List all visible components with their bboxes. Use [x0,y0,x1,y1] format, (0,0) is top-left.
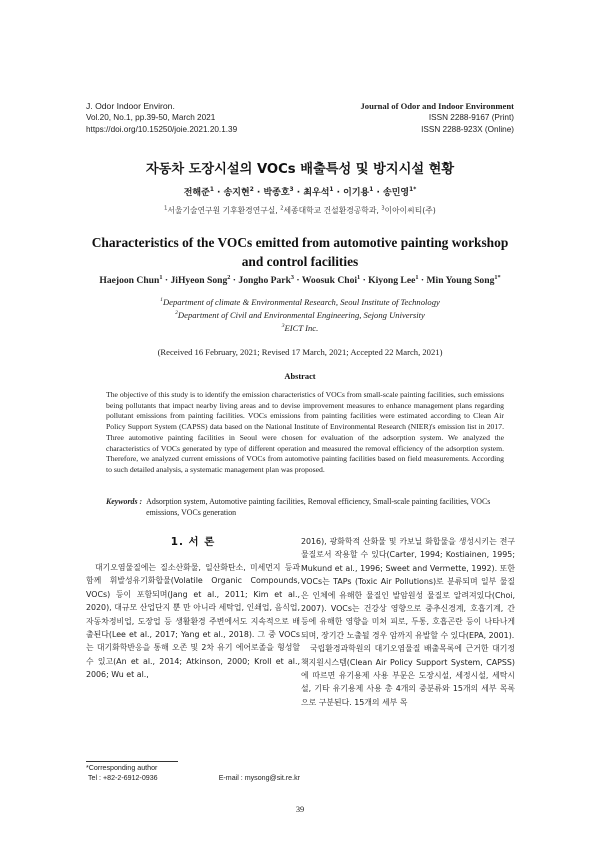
abstract-heading: Abstract [284,372,316,381]
footnote [86,763,300,783]
author-name: JiHyeon Song [170,275,228,286]
keywords-label: Keywords : [106,497,143,506]
korean-title: 자동차 도장시설의 VOCs 배출특성 및 방지시설 현황 [145,162,455,177]
author-name: 송지현 [223,188,250,198]
email-address[interactable]: E-mail : mysong@sit.re.kr [218,774,300,782]
affil-sup: 3 [281,323,285,330]
affil-sup: 3 [381,205,385,212]
author-sup: 1* [409,187,417,193]
issn-online: ISSN 2288-923X (Online) [421,125,514,135]
author-sup: 3 [290,273,295,281]
author-sup: 3 [289,187,294,193]
journal-abbrev: J. Odor Indoor Environ. [86,101,175,111]
volume-info: Vol.20, No.1, pp.39-50, March 2021 [86,113,216,123]
received-dates: (Received 16 February, 2021; Revised 17 March, 2021; Accepted 22 March, 2021) [157,347,443,357]
journal-header-right [360,100,514,137]
affil-sup: 2 [175,310,178,317]
affil-text: 이아이씨티(주) [384,206,436,215]
left-column [86,535,300,682]
english-title-line: Characteristics of the VOCs emitted from automotive painting workshop [91,235,509,250]
affil-sup: 1 [160,297,163,304]
author-sup: 2 [227,273,231,281]
author-name: Jongho Park [238,275,291,286]
affiliation-line [0,296,600,309]
affil-sup: 1 [164,205,168,212]
body-paragraph: 2016), 광화학적 산화물 및 카보닐 화합물을 생성시키는 전구물질로서 작용할 수 있다(Carter, 1994; Kostiainen, 1995; Mukund et al., 1996; Sweet and Vermette, 1992). 또한 VOCs는 TAPs (Toxic Air Pollutions)로 분류되며 일부 물질은 인체에 유해한 물질인 발암원성 물질로 알려져있다(Choi, 2007). VOCs는 건강상 영향으로 중추신경계, 호흡기계, 간 등에 유해한 영향을 미쳐 피로, 두통, 호흡곤란 등이 나타나게 되며, 장기간 노출될 경우 암까지 유발할 수 있다(EPA, 2001). [301,537,515,640]
affil-text: Department of Civil and Environmental Engineering, Sejong University [177,310,425,321]
section-heading: 1. 서 론 [170,536,216,548]
right-column [301,535,515,709]
affiliation-line [0,322,600,335]
author-name: Kiyong Lee [368,275,416,286]
keywords [106,496,504,518]
keywords-list: Adsorption system, Automotive painting facilities, Removal efficiency, Small-scale painting facilities, VOCs emissions, VOCs generation [146,497,491,517]
contact-row [86,773,300,783]
issn-print: ISSN 2288-9167 (Print) [428,113,514,123]
author-name: 이기용 [343,188,370,198]
body-paragraph: 국립환경과학원의 대기오염물질 배출목록에 근거한 대기정책지원시스템(Clean Air Policy Support System, CAPSS)에 따르면 유기용제 사용 부문은 도장시설, 세정시설, 세탁시설, 기타 유기용제 사용 총 4개의 중분류와 15개의 세부 목록으로 구분된다. 15개의 세부 목 [301,644,515,707]
author-sup: 1 [159,273,163,281]
author-name: Min Young Song [426,275,495,286]
author-name: 송민영 [383,188,410,198]
english-authors: Haejoon Chun$^1$ · JiHyeon Song$^2$ · Jongho Park$^3$ · Woosuk Choi$^1$ · Kiyong Lee$^1$ · Min Young Song$^{1*}$ [99,273,501,286]
author-name: Woosuk Choi [301,275,358,286]
english-title [40,233,560,271]
author-name: 최우석 [303,188,330,198]
doi-link[interactable]: https://doi.org/10.15250/joie.2021.20.1.39 [86,125,238,135]
author-sup: 1 [329,187,334,193]
author-sup: 1 [357,273,361,281]
author-name: Haejoon Chun [99,275,160,286]
journal-header-left [86,100,237,137]
author-sup: 1* [494,273,501,281]
korean-authors: 전해준$^1$ · 송지현$^2$ · 박종호$^3$ · 최우석$^1$ · 이기용$^1$ · 송민영$^{1*}$ [183,187,417,198]
english-affiliations [0,296,600,336]
author-name: 전해준 [183,188,210,198]
author-sup: 1 [415,273,419,281]
abstract-body: The objective of this study is to identify the emission characteristics of VOCs from small-scale painting facilities, such emissions being pollutants that impact nearby living areas and to devise improvement measures to enhance management plans regarding pollutant emissions from painting facilities. VOCs emissions from painting facilities were estimated according to Clean Air Policy Support System (CAPSS) data based on the National Institute of Environmental Research (NIER)'s emission list in 2017. Three automotive painting facilities in Seoul were chosen for evaluation of the adsorption system. We analyzed the characteristics of VOCs generated by type of different operation and measured the removal efficiency of the adsorption system. Therefore, we analyzed current emissions of VOCs from automotive painting facilities based on field measurements. According to such detailed analysis, a systematic management plan was proposed. [106,390,504,474]
affil-text: Department of climate & Environmental Research, Seoul Institute of Technology [162,297,440,307]
affil-text: 서울기술연구원 기후환경연구실, [167,206,281,215]
phone-number: Tel : +82-2-6912-0936 [88,774,158,782]
footnote-divider [86,761,178,762]
author-sup: 1 [369,187,374,193]
journal-name: Journal of Odor and Indoor Environment [360,101,514,111]
corresponding-author-label: *Corresponding author [86,764,158,772]
korean-affiliations [0,205,600,216]
author-name: 박종호 [263,188,290,198]
affil-text: EICT Inc. [284,323,319,334]
page-number: 39 [295,805,305,814]
english-title-line: and control facilities [241,254,359,269]
affil-text: 세종대학교 건설환경공학과, [283,206,382,215]
author-sup: 1 [209,187,214,193]
affiliation-line [0,309,600,322]
author-sup: 2 [249,187,254,193]
affil-sup: 2 [280,205,284,212]
body-paragraph: 대기오염물질에는 질소산화물, 일산화탄소, 미세먼지 등과 함께 휘발성유기화합물(Volatile Organic Compounds, VOCs) 등이 포함되며(Jang et al., 2011; Kim et al., 2020), 대규모 산업단지 뿐 만 아니라 세탁업, 인쇄업, 음식업, 자동차정비업, 도장업 등 생활환경 주변에서도 지속적으로 배출된다(Lee et al., 2017; Yang et al., 2018). 그 중 VOCs는 대기화학반응을 통해 오존 및 2차 유기 에어로졸을 형성할 수 있고(An et al., 2014; Atkinson, 2000; Kroll et al., 2006; Wu et al., [86,563,300,680]
